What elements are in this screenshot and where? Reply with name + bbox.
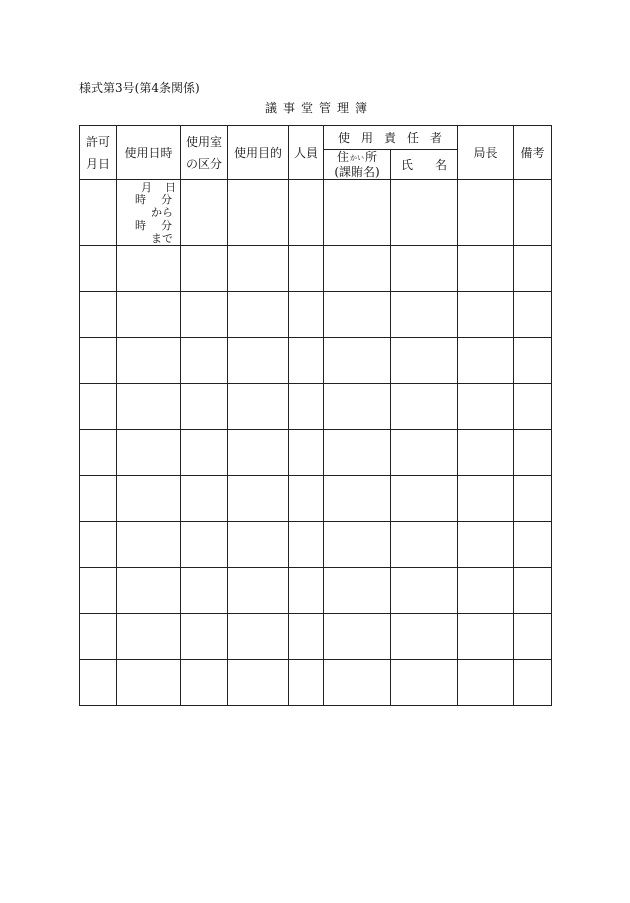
remarks-cell[interactable] [514, 476, 552, 522]
header-usage-datetime-label: 使用日時 [124, 146, 173, 160]
name-cell[interactable] [391, 522, 458, 568]
time-minute-to-label: 分 [161, 219, 172, 232]
permit-date-cell[interactable] [80, 338, 117, 384]
name-cell[interactable] [391, 180, 458, 246]
remarks-cell[interactable] [514, 292, 552, 338]
permit-date-cell[interactable] [80, 476, 117, 522]
purpose-cell[interactable] [228, 568, 289, 614]
header-remarks [514, 126, 552, 180]
address-cell[interactable] [324, 246, 391, 292]
director-cell[interactable] [458, 292, 514, 338]
room-category-cell[interactable] [181, 568, 228, 614]
header-address-suffix: 所 [365, 150, 378, 164]
room-category-cell[interactable] [181, 430, 228, 476]
purpose-cell[interactable] [228, 292, 289, 338]
name-cell[interactable] [391, 384, 458, 430]
header-row-top [80, 126, 552, 150]
header-room-line2: の区分 [185, 156, 222, 171]
remarks-cell[interactable] [514, 614, 552, 660]
purpose-cell[interactable] [228, 430, 289, 476]
time-hour-from-label: 時 [135, 193, 146, 206]
header-persons [289, 126, 324, 180]
persons-cell[interactable] [289, 180, 324, 246]
persons-cell[interactable] [289, 338, 324, 384]
header-director-label: 局長 [473, 146, 498, 160]
header-name-char1: 氏 [401, 158, 414, 172]
remarks-cell[interactable] [514, 384, 552, 430]
name-cell[interactable] [391, 568, 458, 614]
header-address-sub: (課賄名) [334, 165, 380, 179]
header-director [458, 126, 514, 180]
director-cell[interactable] [458, 430, 514, 476]
header-name [391, 150, 458, 180]
remarks-cell[interactable] [514, 180, 552, 246]
time-until-label: まで [151, 232, 173, 245]
table-row [80, 246, 552, 292]
persons-cell[interactable] [289, 476, 324, 522]
header-room-category [181, 126, 228, 180]
persons-cell[interactable] [289, 292, 324, 338]
header-persons-label: 人員 [293, 146, 318, 160]
usage-datetime-cell[interactable] [117, 568, 181, 614]
usage-datetime-cell[interactable] [117, 522, 181, 568]
address-cell[interactable] [324, 180, 391, 246]
table-row [80, 430, 552, 476]
remarks-cell[interactable] [514, 246, 552, 292]
table-row [80, 614, 552, 660]
persons-cell[interactable] [289, 384, 324, 430]
purpose-cell[interactable] [228, 338, 289, 384]
director-cell[interactable] [458, 384, 514, 430]
form-number-label: 様式第3号(第4条関係) [79, 81, 200, 95]
director-cell[interactable] [458, 246, 514, 292]
room-category-cell[interactable] [181, 246, 228, 292]
name-cell[interactable] [391, 246, 458, 292]
table-row [80, 660, 552, 706]
header-responsible-person-label: 使用責任者 [337, 131, 453, 145]
permit-date-cell[interactable] [80, 246, 117, 292]
permit-date-cell[interactable] [80, 384, 117, 430]
table-row [80, 476, 552, 522]
purpose-cell[interactable] [228, 476, 289, 522]
room-category-cell[interactable] [181, 476, 228, 522]
table-row [80, 180, 552, 246]
remarks-cell[interactable] [514, 568, 552, 614]
header-address-prefix: 住 [336, 150, 349, 164]
room-category-cell[interactable] [181, 522, 228, 568]
permit-date-cell[interactable] [80, 660, 117, 706]
header-permit-date-line1: 許可 [85, 134, 110, 149]
table-row [80, 292, 552, 338]
purpose-cell[interactable] [228, 614, 289, 660]
purpose-cell[interactable] [228, 180, 289, 246]
director-cell[interactable] [458, 180, 514, 246]
name-cell[interactable] [391, 338, 458, 384]
room-category-cell[interactable] [181, 180, 228, 246]
address-cell[interactable] [324, 614, 391, 660]
table-row [80, 338, 552, 384]
director-cell[interactable] [458, 614, 514, 660]
purpose-cell[interactable] [228, 660, 289, 706]
document-title: 議事堂管理簿 [264, 101, 373, 115]
permit-date-cell[interactable] [80, 614, 117, 660]
time-hour-to-label: 時 [135, 219, 146, 232]
usage-datetime-cell[interactable] [117, 660, 181, 706]
permit-date-cell[interactable] [80, 180, 117, 246]
room-category-cell[interactable] [181, 614, 228, 660]
header-usage-datetime [117, 126, 181, 180]
header-permit-date-line2: 月日 [85, 156, 110, 171]
persons-cell[interactable] [289, 614, 324, 660]
room-category-cell[interactable] [181, 292, 228, 338]
usage-datetime-cell[interactable] [117, 476, 181, 522]
usage-datetime-cell[interactable] [117, 338, 181, 384]
header-address-ruby: かい [350, 154, 364, 162]
header-responsible-person [324, 126, 458, 150]
register-table [79, 125, 552, 706]
remarks-cell[interactable] [514, 522, 552, 568]
name-cell[interactable] [391, 476, 458, 522]
address-cell[interactable] [324, 292, 391, 338]
address-cell[interactable] [324, 338, 391, 384]
persons-cell[interactable] [289, 568, 324, 614]
time-minute-from-label: 分 [161, 193, 172, 206]
address-cell[interactable] [324, 568, 391, 614]
table-row [80, 522, 552, 568]
header-purpose-label: 使用目的 [233, 146, 282, 160]
persons-cell[interactable] [289, 522, 324, 568]
time-day-label: 日 [165, 181, 176, 194]
permit-date-cell[interactable] [80, 430, 117, 476]
time-from-label: から [151, 206, 173, 219]
remarks-cell[interactable] [514, 338, 552, 384]
director-cell[interactable] [458, 338, 514, 384]
header-purpose [228, 126, 289, 180]
room-category-cell[interactable] [181, 384, 228, 430]
permit-date-cell[interactable] [80, 292, 117, 338]
address-cell[interactable] [324, 384, 391, 430]
permit-date-cell[interactable] [80, 522, 117, 568]
header-address [324, 150, 391, 180]
name-cell[interactable] [391, 660, 458, 706]
usage-datetime-cell[interactable] [117, 430, 181, 476]
director-cell[interactable] [458, 522, 514, 568]
table-row [80, 384, 552, 430]
usage-datetime-cell[interactable] [117, 292, 181, 338]
director-cell[interactable] [458, 568, 514, 614]
persons-cell[interactable] [289, 430, 324, 476]
name-cell[interactable] [391, 430, 458, 476]
remarks-cell[interactable] [514, 430, 552, 476]
purpose-cell[interactable] [228, 384, 289, 430]
room-category-cell[interactable] [181, 660, 228, 706]
address-cell[interactable] [324, 430, 391, 476]
remarks-cell[interactable] [514, 660, 552, 706]
header-name-char2: 名 [434, 158, 447, 172]
usage-datetime-cell[interactable] [117, 180, 181, 246]
permit-date-cell[interactable] [80, 568, 117, 614]
usage-datetime-cell[interactable] [117, 246, 181, 292]
purpose-cell[interactable] [228, 522, 289, 568]
address-cell[interactable] [324, 476, 391, 522]
address-cell[interactable] [324, 522, 391, 568]
usage-datetime-cell[interactable] [117, 384, 181, 430]
persons-cell[interactable] [289, 660, 324, 706]
name-cell[interactable] [391, 292, 458, 338]
purpose-cell[interactable] [228, 246, 289, 292]
header-remarks-label: 備考 [520, 146, 545, 160]
director-cell[interactable] [458, 476, 514, 522]
table-row [80, 568, 552, 614]
name-cell[interactable] [391, 614, 458, 660]
director-cell[interactable] [458, 660, 514, 706]
persons-cell[interactable] [289, 246, 324, 292]
header-permit-date [80, 126, 117, 180]
time-month-label: 月 [141, 181, 152, 194]
header-room-line1: 使用室 [185, 134, 222, 149]
room-category-cell[interactable] [181, 338, 228, 384]
address-cell[interactable] [324, 660, 391, 706]
usage-datetime-cell[interactable] [117, 614, 181, 660]
